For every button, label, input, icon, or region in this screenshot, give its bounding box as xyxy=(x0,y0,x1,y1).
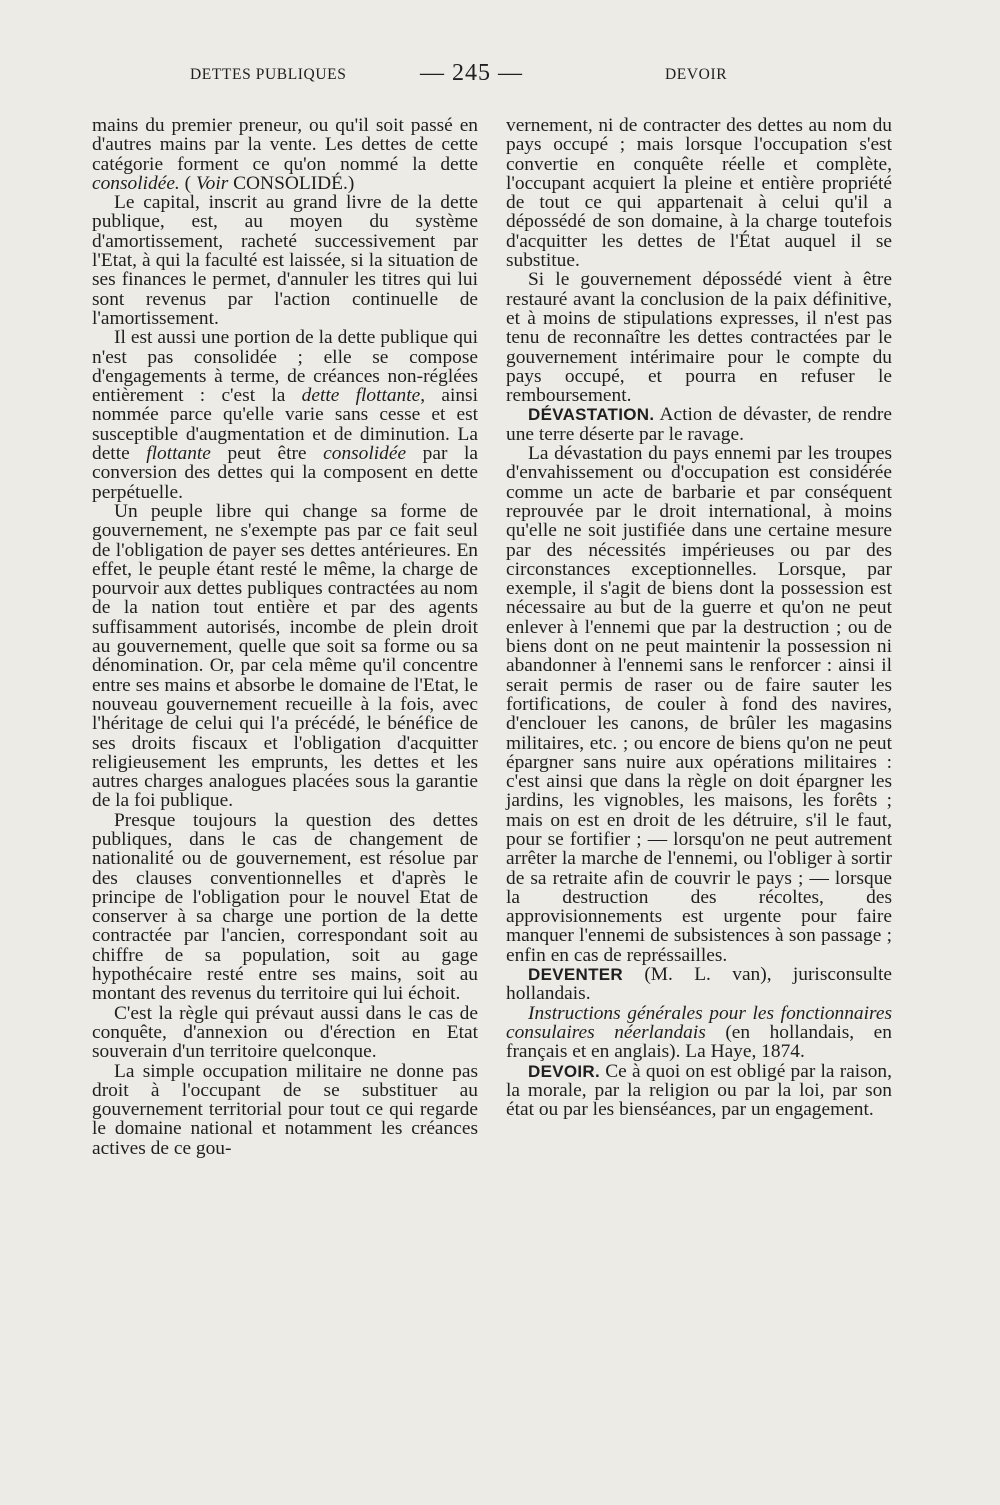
entry-definition: Ce à quoi on est obligé par la raison, la morale, par la religion ou par la loi, par son état ou par les bienséances, par un engagement. xyxy=(506,1060,892,1121)
paragraph: mains du premier preneur, ou qu'il soit passé en d'autres mains par la vente. Les dettes de cette catégorie forment ce qu'on nommé la dette consolidée. ( Voir CONSOLIDÉ.) xyxy=(92,115,478,194)
italic-term: consolidée xyxy=(323,443,407,465)
left-column xyxy=(92,116,478,1158)
bibliography xyxy=(506,1004,892,1062)
entry-deventer xyxy=(506,965,892,1004)
paragraph: Si le gouvernement dépossédé vient à être restauré avant la conclusion de la paix définitive, et à moins de stipulations expresses, il n'est pas tenu de reconnaître les dettes contractées par le gouvernement intérimaire pour le compte du pays occupé, et pourra en refuser le remboursement. xyxy=(506,269,892,407)
paragraph: Presque toujours la question des dettes publiques, dans le cas de changement de nationalité ou de gouvernement, est résolue par des clauses conventionnelles et d'après le principe de l'obligation pour le nouvel Etat de conserver à sa charge une portion de la dette contractée par l'ancien, correspondant soit au chiffre de sa population, soit au gage hypothécaire resté entre ses mains, soit au montant des revenus du territoire qui lui échoit. xyxy=(92,809,478,1005)
entry-devastation xyxy=(506,405,892,444)
running-header xyxy=(190,62,740,90)
entry-definition: (M. L. van), jurisconsulte hollandais. xyxy=(506,964,892,1005)
italic-term: dette flottante xyxy=(301,385,421,407)
work-details: (en hollandais, en français et en anglais). La Haye, 1874. xyxy=(506,1021,892,1063)
cross-ref-label: Voir xyxy=(195,172,229,194)
right-column xyxy=(506,116,892,1119)
paragraph-text: , ainsi nommée parce qu'elle varie sans cesse et est susceptible d'augmentation et de diminution. La dette xyxy=(92,385,478,465)
paragraph: La dévastation du pays ennemi par les troupes d'envahissement ou d'occupation est considérée comme un acte de barbarie et par conséquent reprouvée par le droit international, à moins qu'elle ne soit justifiée dans une certaine mesure par des nécessités impérieuses ou par des circonstances exceptionnelles. Lorsque, par exemple, il s'agit de biens dont la possession est nécessaire au but de la guerre et qu'on ne peut enlever à l'ennemi que par la destruction ; ou de biens dont on ne peut maintenir la possession ni abandonner à l'ennemi sans le renforcer : ainsi il serait permis de raser ou de faire sauter les fortifications, de couler à fond des navires, d'enclouer les canons, de brûler les magasins militaires, etc. ; ou encore de biens qu'on ne peut épargner sans nuire aux opérations militaires : c'est ainsi que dans la règle on doit épargner les jardins, les vignobles, les maisons, les forêts ; mais on est en droit de les détruire, s'il le faut, pour se fortifier ; — lorsqu'on ne peut autrement arrêter la marche de l'ennemi, ou l'obliger à sortir de sa retraite afin de couvrir le pays ; — lorsque la destruction des récoltes, des approvisionnements est urgente pour faire manquer l'ennemi de subsistences à son passage ; enfin en cas de représsailles. xyxy=(506,443,892,966)
paragraph: Un peuple libre qui change sa forme de gouvernement, ne s'exempte pas par ce fait seul de l'obligation de payer ses dettes antérieures. En effet, le peuple étant resté le même, la charge de pourvoir aux dettes publiques contractées au nom de la nation tout entière et par des agents suffisamment autorisés, incombe de plein droit au gouvernement, quelle que soit sa forme ou sa dénomination. Or, par cela même qu'il concentre entre ses mains et absorbe le domaine de l'Etat, le nouveau gouvernement recueille à la fois, avec l'héritage de celui qui l'a précédé, le bénéfice de ses droits fiscaux et l'obligation d'acquitter religieusement les emprunts, les dettes et les autres charges analogues placées sous la garantie de la foi publique. xyxy=(92,500,478,812)
headword: DEVENTER xyxy=(528,965,623,985)
paragraph-text: peut être xyxy=(227,443,307,465)
paragraph: C'est la règle qui prévaut aussi dans le cas de conquête, d'annexion ou d'érection en Etat souverain d'un territoire quelconque. xyxy=(92,1002,478,1063)
cross-ref-target: CONSOLIDÉ.) xyxy=(233,172,355,194)
italic-term: flottante xyxy=(146,443,211,465)
entry-devoir xyxy=(506,1062,892,1120)
header-left-title: DETTES PUBLIQUES xyxy=(190,66,347,83)
paragraph: La simple occupation militaire ne donne pas droit à l'occupant de se substituer au gouvernement territorial pour tout ce qui regarde le domaine national et notamment les créances actives de ce gou- xyxy=(92,1060,478,1159)
italic-term: consolidée. xyxy=(92,172,180,194)
paragraph-text: mains du premier preneur, ou qu'il soit passé en d'autres mains par la vente. Les dettes de cette catégorie forment ce qu'on nommé la dette xyxy=(92,115,478,175)
headword: DÉVASTATION. xyxy=(528,405,655,425)
header-right-title: DEVOIR xyxy=(665,66,728,83)
paragraph: vernement, ni de contracter des dettes au nom du pays occupé ; mais lorsque l'occupation s'est convertie en conquête réelle et complète, l'occupant acquiert la pleine et entière propriété de tout ce qui appartenait à celui qu'il a dépossédé de son domaine, à la charge toutefois d'acquitter les dettes de l'État auquel il se substitue. xyxy=(506,115,892,272)
page-number: — 245 — xyxy=(420,60,523,86)
paragraph-text: Il est aussi une portion de la dette publique qui n'est pas consolidée ; elle se compose d'engagements à terme, de créances non-réglées entièrement : c'est la xyxy=(92,327,478,407)
headword: DEVOIR. xyxy=(528,1061,601,1081)
paragraph xyxy=(92,328,478,502)
paragraph-text: par la conversion des dettes qui la composent en dette perpétuelle. xyxy=(92,443,478,503)
entry-definition: Action de dévaster, de rendre une terre déserte par le ravage. xyxy=(506,404,892,445)
work-title: Instructions générales pour les fonctionnaires consulaires néerlandais xyxy=(506,1002,892,1043)
paragraph: Le capital, inscrit au grand livre de la dette publique, est, au moyen du système d'amortissement, racheté successivement par l'Etat, à qui la faculté est laissée, si la situation de ses finances le permet, d'annuler les titres qui lui sont revenus par l'action continuelle de l'amortissement. xyxy=(92,192,478,329)
